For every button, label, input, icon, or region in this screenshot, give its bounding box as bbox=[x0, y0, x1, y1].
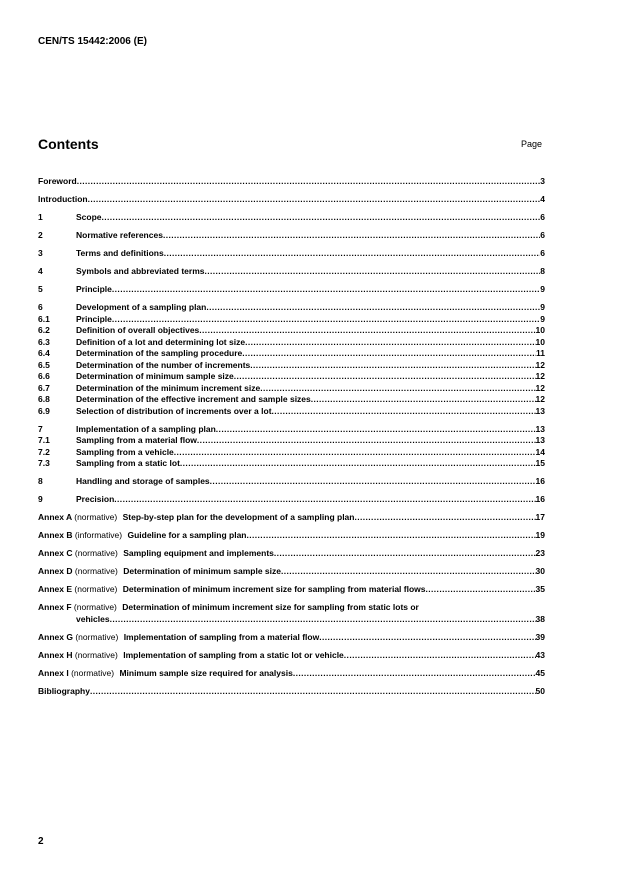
dot-leader bbox=[234, 371, 536, 383]
toc-entry-section-7-2[interactable] bbox=[38, 447, 545, 459]
annex-title: Minimum sample size required for analysis bbox=[119, 667, 293, 678]
toc-entry-page: 10 bbox=[535, 325, 545, 335]
document-id-header: CEN/TS 15442:2006 (E) bbox=[38, 36, 147, 47]
dot-leader bbox=[247, 530, 536, 542]
toc-entry-section-7[interactable] bbox=[38, 424, 545, 436]
toc-entry-page: 45 bbox=[535, 667, 545, 678]
page-column-label: Page bbox=[521, 139, 543, 149]
toc-entry-page: 12 bbox=[535, 394, 545, 404]
toc-entry-title: Determination of the number of increments bbox=[76, 359, 251, 370]
toc-entry-title bbox=[38, 668, 293, 680]
toc-entry-title: Sampling from a static lot bbox=[76, 458, 180, 468]
toc-entry-title: Symbols and abbreviated terms bbox=[76, 266, 205, 276]
annex-label: Annex H bbox=[38, 649, 73, 660]
dot-leader bbox=[216, 424, 536, 436]
dot-leader bbox=[164, 248, 541, 260]
dot-leader bbox=[180, 458, 536, 470]
dot-leader bbox=[245, 337, 535, 349]
dot-leader bbox=[112, 284, 540, 296]
toc-entry-title bbox=[38, 632, 319, 644]
dot-leader bbox=[426, 584, 536, 596]
toc-entry-number: 6.6 bbox=[38, 371, 50, 381]
toc-entry-title: Scope bbox=[76, 212, 102, 222]
toc-entry-section-6-3[interactable] bbox=[38, 337, 545, 349]
toc-entry-number: 6.1 bbox=[38, 313, 50, 324]
dot-leader bbox=[114, 494, 535, 506]
dot-leader bbox=[163, 230, 540, 242]
toc-entry-number: 6.5 bbox=[38, 359, 50, 370]
toc-entry-annex-d[interactable] bbox=[38, 566, 545, 578]
toc-entry-section-1[interactable] bbox=[38, 212, 545, 224]
toc-entry-page: 9 bbox=[540, 284, 545, 294]
toc-entry-annex-h[interactable] bbox=[38, 650, 545, 662]
dot-leader bbox=[110, 614, 536, 626]
toc-entry-title bbox=[38, 512, 354, 524]
toc-entry-number: 6.2 bbox=[38, 325, 50, 335]
toc-entry-page: 13 bbox=[535, 405, 545, 416]
toc-entry-title: Precision bbox=[76, 494, 115, 504]
dot-leader bbox=[344, 650, 536, 662]
toc-entry-title: Foreword bbox=[38, 176, 77, 186]
toc-entry-page: 9 bbox=[540, 313, 545, 324]
toc-entry-annex-g[interactable] bbox=[38, 632, 545, 644]
annex-kind: (normative) bbox=[73, 602, 117, 612]
dot-leader bbox=[77, 176, 541, 188]
toc-entry-page: 10 bbox=[535, 336, 545, 347]
toc-entry-title bbox=[38, 584, 426, 596]
toc-entry-page: 19 bbox=[535, 530, 545, 540]
toc-entry-title: Terms and definitions bbox=[76, 248, 164, 258]
toc-entry-section-6-5[interactable] bbox=[38, 360, 545, 372]
toc-entry-bibliography[interactable] bbox=[38, 686, 545, 698]
toc-entry-title: Definition of a lot and determining lot size bbox=[76, 336, 246, 347]
table-of-contents bbox=[38, 176, 545, 697]
toc-entry-annex-b[interactable] bbox=[38, 530, 545, 542]
toc-entry-title bbox=[38, 548, 274, 560]
toc-entry-title: Normative references bbox=[76, 230, 163, 240]
toc-entry-continuation bbox=[38, 614, 545, 626]
toc-entry-title bbox=[38, 530, 247, 542]
toc-entry-page: 3 bbox=[540, 176, 545, 186]
toc-entry-section-9[interactable] bbox=[38, 494, 545, 506]
toc-entry-page: 30 bbox=[535, 566, 545, 576]
toc-entry-number: 2 bbox=[38, 230, 43, 240]
toc-entry-title: Selection of distribution of increments over a lot bbox=[76, 405, 272, 416]
toc-entry-page: 13 bbox=[535, 435, 545, 445]
annex-kind: (informative) bbox=[74, 530, 123, 540]
toc-entry-section-6-9[interactable] bbox=[38, 406, 545, 418]
annex-title: Determination of minimum increment size for sampling from static lots or bbox=[122, 602, 419, 612]
toc-entry-number: 1 bbox=[38, 212, 43, 222]
contents-title: Contents bbox=[38, 136, 99, 152]
annex-kind: (normative) bbox=[74, 584, 118, 594]
dot-leader bbox=[319, 632, 535, 644]
toc-entry-annex-e[interactable] bbox=[38, 584, 545, 596]
annex-kind: (normative) bbox=[71, 667, 115, 678]
dot-leader bbox=[102, 212, 541, 224]
annex-kind: (normative) bbox=[74, 566, 118, 576]
toc-entry-number: 4 bbox=[38, 266, 43, 276]
toc-entry-title: Determination of the effective increment and sample sizes bbox=[76, 394, 311, 404]
toc-entry-number: 6.4 bbox=[38, 348, 50, 358]
toc-entry-section-6-8[interactable] bbox=[38, 394, 545, 406]
annex-label: Annex D bbox=[38, 566, 73, 576]
toc-entry-page: 6 bbox=[540, 230, 545, 240]
dot-leader bbox=[206, 302, 540, 314]
dot-leader bbox=[250, 360, 535, 372]
toc-entry-title: Definition of overall objectives bbox=[76, 325, 200, 335]
toc-entry-page: 6 bbox=[540, 212, 545, 222]
toc-entry-number: 7 bbox=[38, 423, 43, 434]
toc-entry-section-6-6[interactable] bbox=[38, 371, 545, 383]
annex-title: Step-by-step plan for the development of a sampling plan bbox=[122, 512, 355, 522]
toc-entry-section-2[interactable] bbox=[38, 230, 545, 242]
toc-entry-number: 9 bbox=[38, 494, 43, 504]
page-number: 2 bbox=[38, 836, 44, 847]
toc-entry-title: Development of a sampling plan bbox=[76, 302, 207, 312]
toc-entry-section-3[interactable] bbox=[38, 248, 545, 260]
toc-entry-introduction[interactable] bbox=[38, 194, 545, 206]
toc-entry-page: 16 bbox=[535, 494, 545, 504]
toc-entry-number: 3 bbox=[38, 248, 43, 258]
toc-entry-page: 15 bbox=[535, 458, 545, 468]
toc-entry-page: 23 bbox=[535, 548, 545, 558]
annex-label: Annex B bbox=[38, 530, 73, 540]
toc-entry-number: 8 bbox=[38, 476, 43, 486]
toc-entry-title: Determination of the sampling procedure bbox=[76, 348, 243, 358]
toc-entry-title: Bibliography bbox=[38, 685, 90, 696]
annex-kind: (normative) bbox=[74, 649, 118, 660]
toc-entry-page: 8 bbox=[540, 266, 545, 276]
dot-leader bbox=[272, 406, 536, 418]
annex-title: Implementation of sampling from a static lot or vehicle bbox=[123, 649, 344, 660]
dot-leader bbox=[260, 383, 535, 395]
dot-leader bbox=[88, 194, 541, 206]
toc-entry-title: Principle bbox=[76, 313, 112, 324]
dot-leader bbox=[199, 325, 535, 337]
toc-entry-title: Principle bbox=[76, 284, 112, 294]
toc-entry-foreword[interactable] bbox=[38, 176, 545, 188]
toc-entry-number: 7.1 bbox=[38, 435, 50, 445]
toc-entry-page: 35 bbox=[535, 584, 545, 594]
dot-leader bbox=[90, 686, 536, 698]
toc-entry-page: 12 bbox=[535, 371, 545, 381]
annex-kind: (normative) bbox=[74, 548, 118, 558]
toc-entry-page: 12 bbox=[535, 382, 545, 393]
toc-entry-page: 12 bbox=[535, 359, 545, 370]
toc-entry-annex-i[interactable] bbox=[38, 668, 545, 680]
annex-label: Annex G bbox=[38, 631, 73, 642]
toc-entry-title bbox=[38, 650, 344, 662]
toc-entry-page: 6 bbox=[540, 248, 545, 258]
toc-entry-page: 38 bbox=[535, 613, 545, 624]
toc-entry-page: 43 bbox=[535, 649, 545, 660]
toc-entry-number: 6.3 bbox=[38, 336, 50, 347]
toc-entry-section-7-3[interactable] bbox=[38, 458, 545, 470]
dot-leader bbox=[274, 548, 536, 560]
toc-entry-annex-f[interactable] bbox=[38, 602, 545, 625]
toc-entry-section-6-2[interactable] bbox=[38, 325, 545, 337]
dot-leader bbox=[205, 266, 541, 278]
toc-entry-title: Determination of minimum sample size bbox=[76, 371, 234, 381]
dot-leader bbox=[354, 512, 535, 524]
toc-entry-section-4[interactable] bbox=[38, 266, 545, 278]
dot-leader bbox=[210, 476, 536, 488]
toc-entry-page: 17 bbox=[535, 512, 545, 522]
dot-leader bbox=[174, 447, 536, 459]
toc-entry-section-6[interactable] bbox=[38, 302, 545, 314]
dot-leader bbox=[281, 566, 536, 578]
toc-entry-title bbox=[38, 602, 545, 614]
toc-entry-page: 16 bbox=[535, 476, 545, 486]
annex-kind: (normative) bbox=[75, 631, 119, 642]
dot-leader bbox=[293, 668, 536, 680]
toc-entry-title: Sampling from a material flow bbox=[76, 435, 197, 445]
toc-entry-title: Determination of the minimum increment size bbox=[76, 382, 261, 393]
toc-entry-section-7-1[interactable] bbox=[38, 435, 545, 447]
annex-title: Determination of minimum sample size bbox=[123, 566, 281, 576]
toc-entry-number: 6.9 bbox=[38, 405, 50, 416]
dot-leader bbox=[242, 348, 536, 360]
toc-entry-page: 9 bbox=[540, 302, 545, 312]
toc-entry-number: 6 bbox=[38, 302, 43, 312]
toc-entry-title bbox=[38, 566, 281, 578]
dot-leader bbox=[112, 314, 540, 326]
annex-label: Annex F bbox=[38, 602, 72, 612]
toc-entry-number: 6.8 bbox=[38, 394, 50, 404]
annex-label: Annex A bbox=[38, 512, 72, 522]
toc-entry-page: 11 bbox=[536, 348, 545, 358]
toc-entry-number: 7.2 bbox=[38, 446, 50, 457]
toc-entry-title: Sampling from a vehicle bbox=[76, 446, 174, 457]
toc-entry-section-6-4[interactable] bbox=[38, 348, 545, 360]
toc-entry-page: 4 bbox=[540, 194, 545, 204]
toc-entry-page: 39 bbox=[535, 631, 545, 642]
toc-entry-annex-a[interactable] bbox=[38, 512, 545, 524]
annex-title: Implementation of sampling from a material flow bbox=[123, 631, 320, 642]
annex-label: Annex I bbox=[38, 667, 69, 678]
annex-title-continuation: vehicles bbox=[76, 613, 110, 624]
toc-entry-annex-c[interactable] bbox=[38, 548, 545, 560]
toc-entry-title: Handling and storage of samples bbox=[76, 476, 210, 486]
annex-title: Determination of minimum increment size for sampling from material flows bbox=[122, 584, 426, 594]
toc-entry-number: 5 bbox=[38, 284, 43, 294]
dot-leader bbox=[311, 394, 536, 406]
toc-entry-number: 6.7 bbox=[38, 382, 50, 393]
toc-entry-title: Introduction bbox=[38, 194, 88, 204]
toc-entry-page: 50 bbox=[535, 685, 545, 696]
toc-entry-section-6-7[interactable] bbox=[38, 383, 545, 395]
toc-entry-title: Implementation of a sampling plan bbox=[76, 423, 216, 434]
toc-entry-section-6-1[interactable] bbox=[38, 314, 545, 326]
annex-label: Annex E bbox=[38, 584, 73, 594]
annex-title: Sampling equipment and implements bbox=[123, 548, 274, 558]
toc-entry-section-8[interactable] bbox=[38, 476, 545, 488]
dot-leader bbox=[197, 435, 536, 447]
annex-kind: (normative) bbox=[74, 512, 118, 522]
toc-entry-page: 13 bbox=[535, 423, 545, 434]
toc-entry-section-5[interactable] bbox=[38, 284, 545, 296]
toc-entry-page: 14 bbox=[535, 446, 545, 457]
annex-title: Guideline for a sampling plan bbox=[127, 530, 247, 540]
annex-label: Annex C bbox=[38, 548, 73, 558]
toc-entry-number: 7.3 bbox=[38, 458, 50, 468]
